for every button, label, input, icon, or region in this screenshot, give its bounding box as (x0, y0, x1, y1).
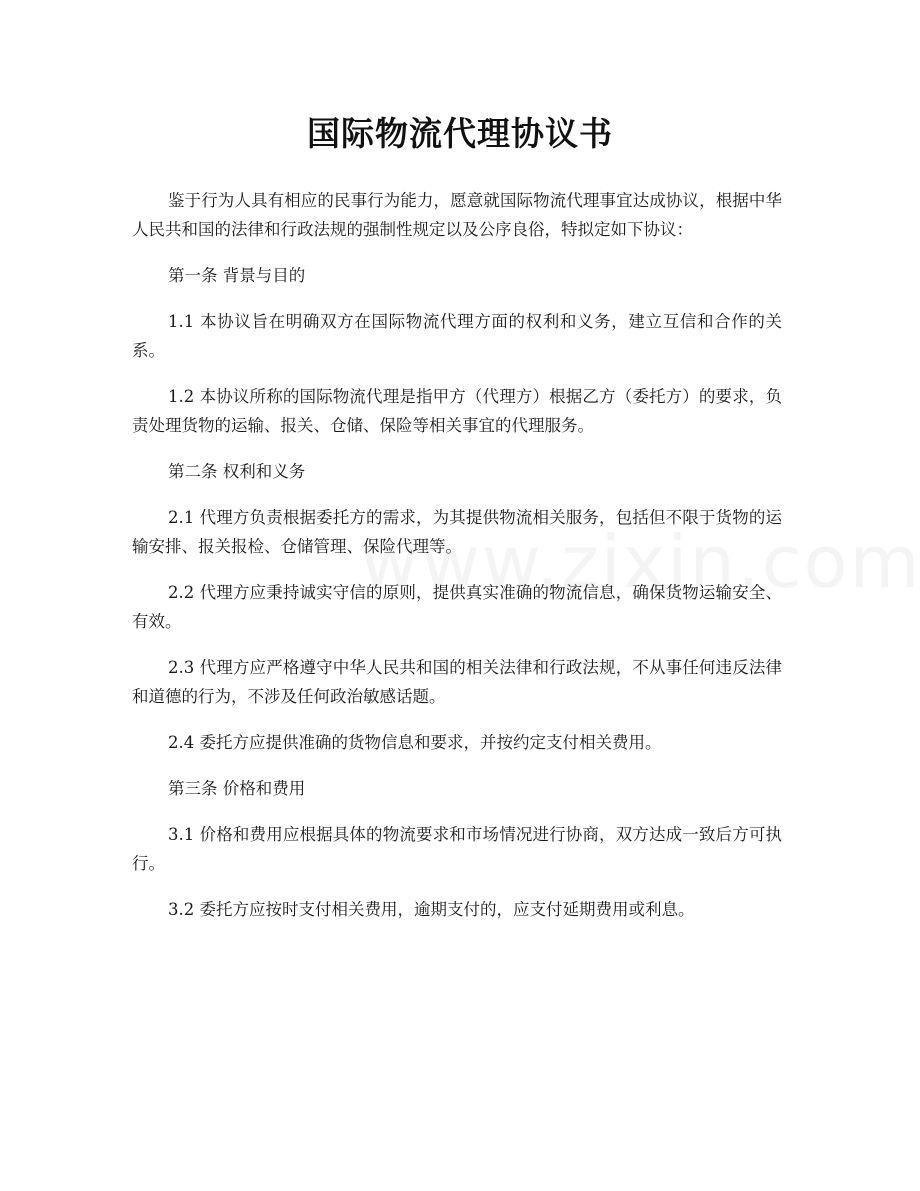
clause-2-4: 2.4 委托方应提供准确的货物信息和要求，并按约定支付相关费用。 (168, 733, 662, 752)
clause-3-2: 3.2 委托方应按时支付相关费用，逾期支付的，应支付延期费用或利息。 (168, 900, 695, 919)
clause-2-3: 2.3 代理方应严格遵守中华人民共和国的相关法律和行政法规，不从事任何违反法律和道德的行为，不涉及任何政治敏感话题。 (132, 658, 782, 706)
document-body (132, 186, 782, 941)
article-3-heading: 第三条 价格和费用 (168, 779, 306, 798)
clause-2-1: 2.1 代理方负责根据委托方的需求，为其提供物流相关服务，包括但不限于货物的运输安排、报关报检、仓储管理、保险代理等。 (132, 508, 782, 556)
clause-1-1: 1.1 本协议旨在明确双方在国际物流代理方面的权利和义务，建立互信和合作的关系。 (132, 312, 782, 360)
clause-2-2: 2.2 代理方应秉持诚实守信的原则，提供真实准确的物流信息，确保货物运输安全、有效。 (132, 583, 782, 631)
clause-3-1: 3.1 价格和费用应根据具体的物流要求和市场情况进行协商，双方达成一致后方可执行。 (132, 825, 782, 873)
clause-1-2: 1.2 本协议所称的国际物流代理是指甲方（代理方）根据乙方（委托方）的要求，负责处理货物的运输、报关、仓储、保险等相关事宜的代理服务。 (132, 387, 782, 435)
preamble-paragraph: 鉴于行为人具有相应的民事行为能力，愿意就国际物流代理事宜达成协议，根据中华人民共和国的法律和行政法规的强制性规定以及公序良俗，特拟定如下协议： (132, 191, 782, 239)
article-1-heading: 第一条 背景与目的 (168, 266, 306, 285)
article-2-heading: 第二条 权利和义务 (168, 462, 306, 481)
document-title: 国际物流代理协议书 (307, 114, 613, 153)
